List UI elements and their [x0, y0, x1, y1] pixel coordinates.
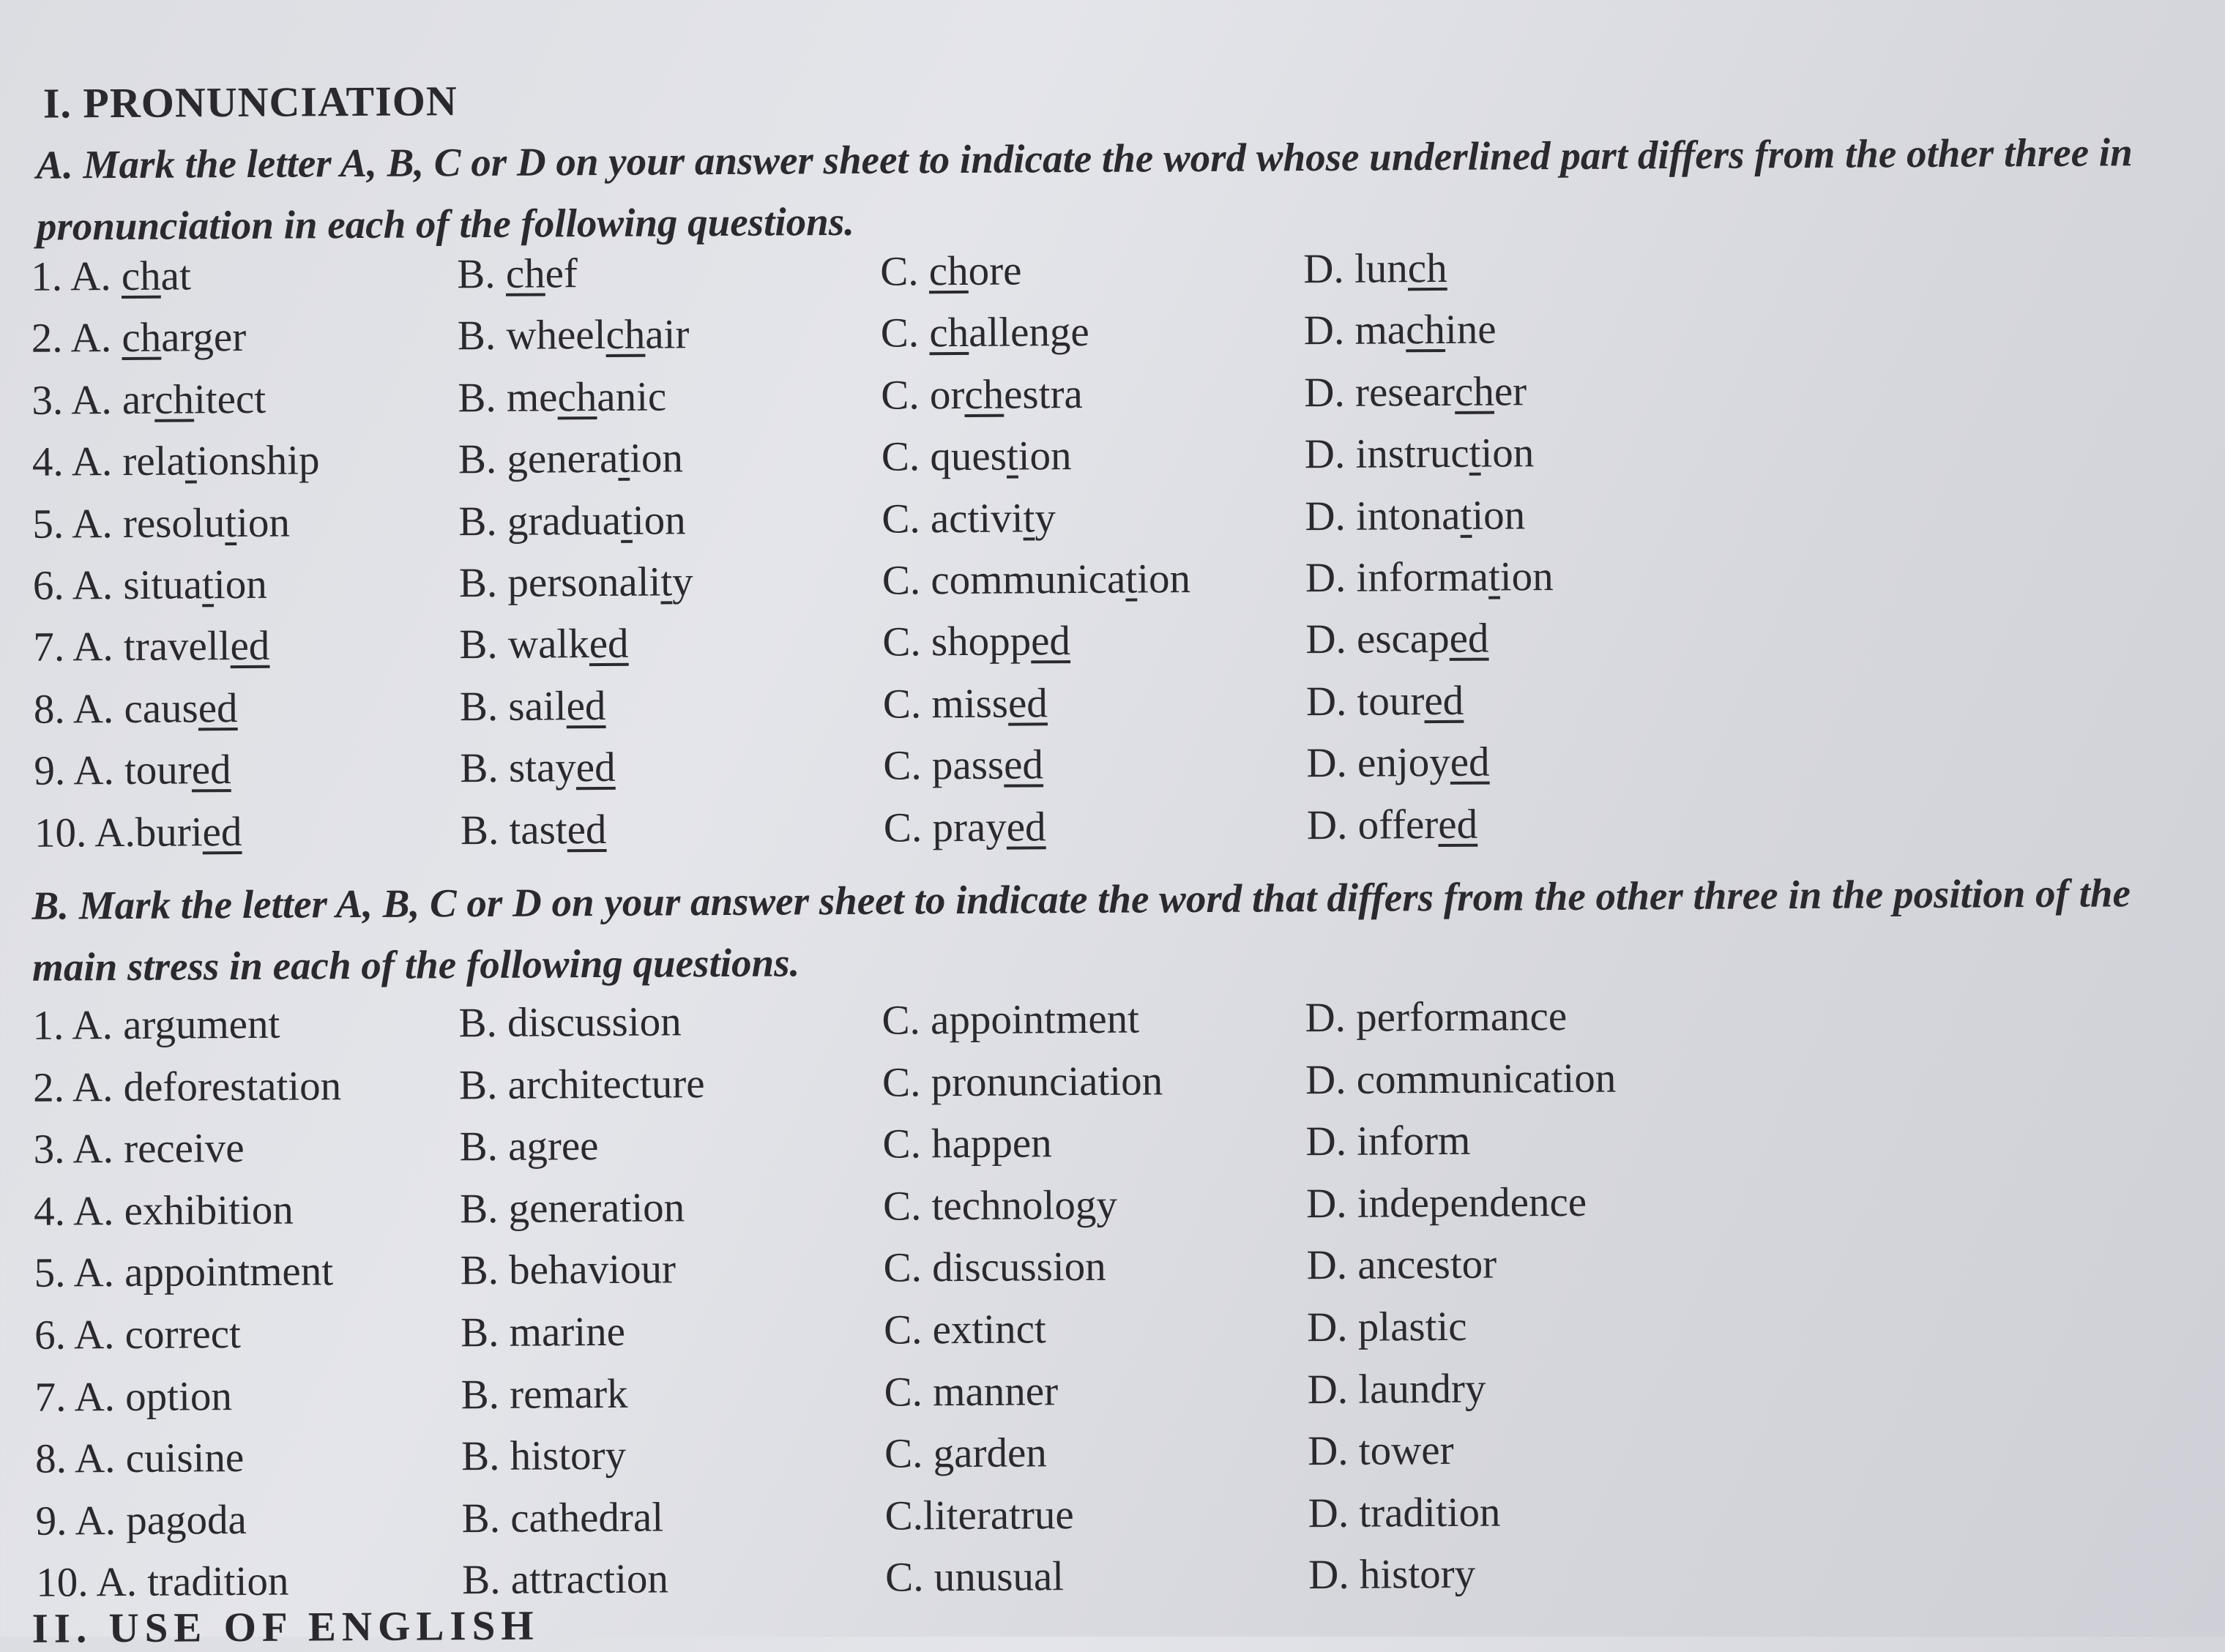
answer-option: D. communication — [1305, 1054, 1617, 1104]
answer-option — [34, 746, 231, 795]
word-stem: tour — [1357, 678, 1424, 725]
underlined-part: ed — [1007, 804, 1046, 850]
answer-option — [34, 684, 238, 733]
word-stem: situa — [123, 561, 202, 608]
answer-option: 6. A. correct — [34, 1310, 241, 1359]
answer-option — [1305, 615, 1488, 664]
answer-option: B. history — [461, 1432, 626, 1480]
underlined-part: ch — [929, 248, 969, 294]
part-a-question-row — [33, 624, 34, 685]
word-stem: buri — [135, 809, 203, 856]
answer-option: B. behaviour — [460, 1246, 676, 1295]
underlined-part: t — [1488, 553, 1500, 599]
option-prefix: C. — [880, 248, 929, 294]
word-stem: travell — [124, 623, 231, 670]
answer-option — [880, 247, 1022, 295]
word-ending: air — [645, 312, 690, 358]
underlined-part: ch — [1408, 245, 1447, 291]
underlined-part: t — [1469, 430, 1480, 476]
underlined-part: ed — [198, 685, 238, 731]
option-prefix: B. — [459, 621, 508, 668]
option-prefix: B. — [457, 251, 506, 297]
word-ending: ion — [1480, 430, 1534, 476]
answer-option — [884, 803, 1046, 851]
answer-option: B. remark — [461, 1369, 627, 1418]
word-ending: ore — [968, 247, 1021, 294]
next-section-heading-text: II. USE OF ENGLISH — [32, 1616, 540, 1640]
part-a-question-row — [33, 562, 34, 624]
word-stem: shopp — [931, 618, 1032, 665]
option-prefix: D. — [1304, 370, 1355, 416]
answer-option: D. tower — [1308, 1427, 1454, 1475]
underlined-part: t — [621, 497, 633, 543]
word-ending: ion — [1500, 553, 1554, 599]
answer-option: B. architecture — [459, 1060, 705, 1109]
underlined-part: ch — [154, 376, 194, 422]
answer-option: C. technology — [883, 1181, 1117, 1230]
underlined-part: ch — [929, 310, 969, 356]
option-prefix: D. — [1303, 246, 1354, 292]
option-prefix: 9. A. — [34, 747, 124, 794]
answer-option — [1307, 800, 1478, 848]
word-ending: at — [160, 253, 191, 299]
word-ending: arger — [161, 314, 246, 361]
underlined-part: ed — [1450, 739, 1490, 785]
part-a-question-row — [32, 500, 33, 561]
answer-option: D. history — [1308, 1550, 1475, 1599]
word-stem: or — [930, 372, 965, 418]
word-stem: enjoy — [1357, 739, 1450, 786]
answer-option: D. performance — [1305, 993, 1567, 1042]
word-stem: wheel — [506, 312, 605, 359]
option-prefix: D. — [1305, 431, 1356, 477]
answer-option — [1304, 367, 1527, 416]
option-prefix: D. — [1306, 740, 1357, 786]
option-prefix: B. — [460, 684, 509, 730]
word-stem: ques — [930, 433, 1007, 480]
answer-option: C. happen — [882, 1119, 1052, 1167]
answer-option — [33, 561, 267, 610]
answer-option — [31, 252, 191, 300]
option-prefix: D. — [1305, 555, 1357, 601]
word-stem: activi — [931, 495, 1024, 542]
option-prefix: B. — [458, 498, 507, 544]
option-prefix: C. — [881, 372, 930, 418]
underlined-part: ch — [122, 253, 161, 299]
word-stem: resear — [1355, 369, 1455, 416]
word-ending: ionship — [196, 438, 319, 485]
answer-option: 1. A. argument — [32, 1001, 280, 1050]
word-ending: ion — [1137, 556, 1190, 602]
word-stem: ar — [122, 377, 155, 423]
answer-option: B. marine — [461, 1308, 625, 1356]
part-a-question-row — [32, 438, 33, 500]
answer-option: B. discussion — [458, 998, 681, 1047]
answer-option — [1305, 553, 1554, 602]
option-prefix: D. — [1307, 801, 1358, 848]
underlined-part: ed — [566, 683, 605, 729]
answer-option: D. laundry — [1307, 1364, 1486, 1413]
word-ending: ion — [1018, 433, 1071, 479]
word-ending: itect — [194, 376, 266, 423]
option-prefix: B. — [459, 560, 508, 606]
answer-option: 4. A. exhibition — [34, 1186, 294, 1235]
underlined-part: t — [1007, 433, 1018, 479]
word-stem: intona — [1356, 492, 1461, 539]
word-stem: escap — [1357, 616, 1450, 662]
answer-option: B. generation — [460, 1184, 685, 1233]
word-stem: sail — [508, 683, 567, 729]
part-b-question-row — [34, 1312, 35, 1373]
answer-option: C.literatrue — [884, 1491, 1073, 1540]
answer-option: B. attraction — [462, 1555, 668, 1604]
option-prefix: C. — [882, 496, 931, 542]
answer-option — [461, 806, 607, 854]
option-prefix: C. — [883, 681, 932, 727]
answer-option: C. appointment — [882, 995, 1139, 1044]
underlined-part: ed — [589, 621, 629, 667]
option-prefix: C. — [881, 310, 930, 356]
answer-option: D. inform — [1305, 1117, 1470, 1165]
answer-option: B. cathedral — [461, 1493, 663, 1542]
underlined-part: ed — [192, 747, 231, 793]
word-stem: instruc — [1355, 430, 1469, 477]
part-b-question-row — [34, 1373, 35, 1435]
answer-option — [1305, 429, 1535, 478]
underlined-part: ch — [122, 315, 161, 361]
answer-option: 9. A. pagoda — [35, 1496, 247, 1545]
answer-option: 7. A. option — [34, 1372, 232, 1421]
word-ending: ion — [1472, 492, 1525, 538]
answer-option: 3. A. receive — [33, 1124, 244, 1173]
answer-option: 2. A. deforestation — [33, 1062, 341, 1112]
answer-option — [460, 682, 606, 730]
underlined-part: ed — [1008, 680, 1048, 726]
word-ending: ef — [545, 250, 578, 296]
option-prefix: 1. A. — [31, 253, 122, 300]
answer-option: D. tradition — [1308, 1488, 1500, 1537]
word-stem: lun — [1354, 245, 1408, 291]
answer-option — [34, 808, 242, 857]
word-stem: walk — [508, 621, 589, 668]
answer-option — [457, 250, 578, 298]
answer-option — [459, 558, 693, 607]
option-prefix: D. — [1305, 616, 1357, 662]
underlined-part: t — [1125, 556, 1137, 602]
word-stem: genera — [507, 436, 618, 482]
answer-option — [32, 498, 290, 547]
word-stem: communica — [931, 556, 1125, 604]
word-stem: resolu — [123, 500, 226, 547]
word-stem: gradua — [507, 497, 621, 544]
word-stem: tour — [124, 747, 192, 794]
answer-option: 5. A. appointment — [34, 1248, 333, 1297]
word-stem: ma — [1354, 307, 1406, 354]
part-b-question-row — [32, 1002, 33, 1064]
option-prefix: D. — [1306, 678, 1357, 724]
option-prefix: C. — [883, 742, 932, 788]
part-a-question-row — [31, 377, 32, 438]
underlined-part: ed — [1004, 742, 1043, 788]
option-prefix: B. — [458, 313, 507, 359]
part-a-instruction: A. Mark the letter A, B, C or D on your answer sheet to indicate the word whose underlined part differs from the other three in pronunciation in each of the following questions. — [36, 122, 2196, 258]
option-prefix: 10. A. — [34, 809, 135, 856]
option-prefix: C. — [882, 557, 931, 603]
option-prefix: 7. A. — [33, 624, 124, 670]
underlined-part: t — [202, 561, 214, 608]
underlined-part: t — [660, 558, 672, 605]
word-ending: ine — [1445, 307, 1497, 353]
underlined-part: t — [225, 500, 236, 546]
word-stem: miss — [931, 680, 1008, 727]
answer-option — [458, 435, 684, 484]
underlined-part: ch — [1455, 368, 1494, 414]
answer-option: D. independence — [1306, 1178, 1587, 1227]
option-prefix: 8. A. — [34, 686, 124, 733]
option-prefix: 6. A. — [33, 562, 124, 609]
option-prefix: C. — [882, 433, 931, 479]
part-b-question-row — [33, 1126, 34, 1187]
answer-option — [459, 620, 629, 668]
option-prefix: 5. A. — [32, 501, 123, 547]
underlined-part: t — [618, 436, 630, 482]
answer-option: D. plastic — [1307, 1303, 1467, 1351]
answer-option — [1306, 677, 1464, 725]
answer-option: C. discussion — [883, 1243, 1106, 1292]
answer-option — [458, 311, 690, 360]
option-prefix: B. — [460, 745, 509, 791]
part-b-instruction: B. Mark the letter A, B, C or D on your answer sheet to indicate the word that differs from the other three in the position of the main stress in each of the following questions. — [31, 862, 2192, 998]
answer-option — [882, 555, 1191, 605]
answer-option — [33, 622, 269, 671]
option-prefix: 4. A. — [32, 438, 123, 485]
word-stem: me — [507, 374, 558, 420]
option-prefix: B. — [461, 807, 510, 853]
part-b-question-row — [35, 1498, 36, 1559]
option-prefix: B. — [458, 436, 507, 482]
answer-option: 8. A. cuisine — [35, 1434, 244, 1483]
option-prefix: 2. A. — [31, 315, 122, 362]
answer-option — [882, 432, 1072, 481]
word-stem: caus — [124, 685, 198, 732]
answer-option — [883, 679, 1048, 728]
answer-option: 10. A. tradition — [36, 1558, 289, 1607]
answer-option — [31, 313, 247, 362]
answer-option: C. manner — [884, 1367, 1058, 1416]
word-ending: ion — [630, 436, 683, 482]
word-stem: rela — [122, 438, 185, 485]
underlined-part: t — [1460, 492, 1472, 538]
word-stem: tast — [509, 807, 567, 853]
underlined-part: t — [1023, 495, 1035, 541]
answer-option: C. extinct — [884, 1305, 1046, 1353]
answer-option — [1304, 306, 1497, 355]
answer-option: B. agree — [459, 1122, 598, 1170]
option-prefix: C. — [882, 619, 931, 665]
word-stem: pass — [932, 742, 1005, 789]
answer-option — [460, 744, 616, 792]
answer-option — [458, 496, 686, 545]
underlined-part: ed — [1031, 618, 1070, 664]
word-stem: offer — [1357, 801, 1438, 848]
word-ending: allenge — [969, 309, 1089, 356]
option-prefix: B. — [458, 375, 507, 421]
answer-option — [882, 494, 1056, 542]
section-title: I. PRONUNCIATION — [43, 76, 458, 127]
next-section-heading-cutoff — [31, 1613, 539, 1637]
underlined-part: ed — [202, 809, 242, 855]
answer-option — [32, 437, 320, 486]
answer-option: C. pronunciation — [882, 1057, 1163, 1106]
answer-option — [1306, 739, 1490, 788]
option-prefix: D. — [1304, 307, 1355, 354]
part-b-question-row — [35, 1435, 36, 1497]
answer-option — [881, 370, 1083, 419]
option-prefix: D. — [1305, 493, 1356, 539]
underlined-part: ed — [1424, 678, 1464, 724]
word-ending: y — [1035, 495, 1056, 541]
answer-option: D. ancestor — [1306, 1241, 1497, 1290]
answer-option: C. unusual — [885, 1553, 1064, 1601]
word-stem: personali — [507, 559, 660, 606]
underlined-part: ch — [506, 250, 545, 296]
word-ending: estra — [1004, 371, 1083, 418]
part-a-question-row — [31, 315, 32, 376]
word-ending: ion — [236, 499, 290, 545]
underlined-part: ed — [576, 744, 616, 791]
underlined-part: ed — [230, 623, 269, 669]
underlined-part: ed — [567, 807, 606, 853]
word-stem: pray — [932, 804, 1007, 851]
answer-option — [458, 373, 666, 422]
part-b-question-row — [33, 1064, 34, 1125]
word-stem: informa — [1356, 554, 1488, 601]
underlined-part: t — [185, 438, 197, 485]
word-ending: er — [1494, 368, 1527, 414]
underlined-part: ed — [1438, 801, 1477, 847]
option-prefix: 3. A. — [31, 377, 122, 424]
answer-option — [881, 308, 1089, 357]
word-ending: anic — [597, 373, 666, 420]
word-ending: y — [672, 558, 693, 605]
answer-option — [883, 741, 1043, 790]
underlined-part: ed — [1449, 616, 1488, 662]
word-ending: ion — [214, 561, 267, 608]
underlined-part: ch — [605, 312, 645, 358]
underlined-part: ch — [964, 371, 1004, 417]
option-prefix: C. — [884, 804, 933, 851]
answer-option — [1303, 244, 1447, 293]
answer-option — [1305, 491, 1525, 540]
part-a-question-row — [34, 809, 35, 870]
underlined-part: ch — [1406, 307, 1445, 353]
underlined-part: ch — [557, 374, 597, 420]
word-stem: stay — [509, 744, 576, 791]
answer-option — [31, 375, 266, 425]
answer-option: C. garden — [884, 1429, 1047, 1477]
word-ending: ion — [633, 497, 686, 543]
answer-option — [882, 617, 1070, 666]
